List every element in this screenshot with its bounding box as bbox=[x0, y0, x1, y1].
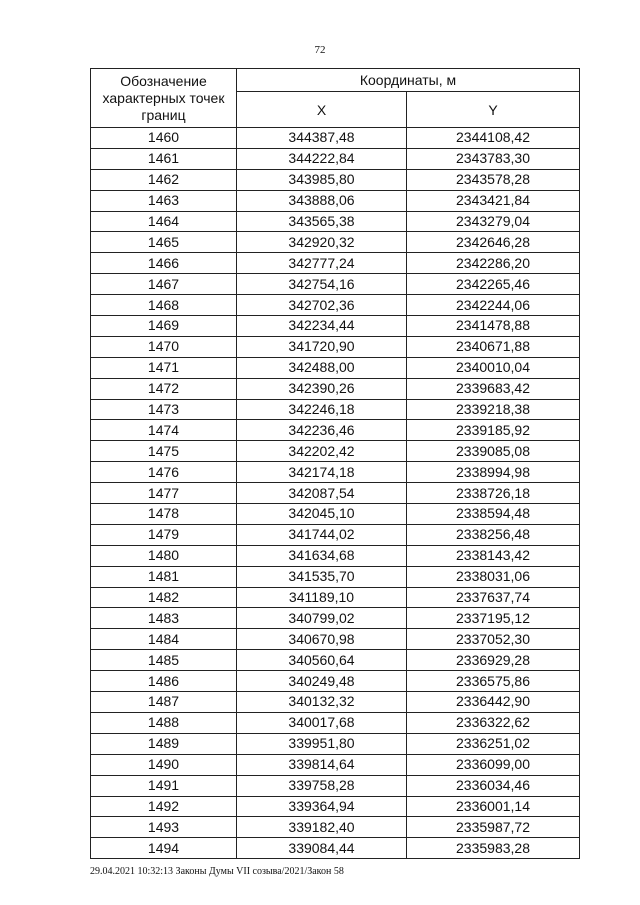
y-coordinate-cell: 2336442,90 bbox=[407, 692, 580, 713]
point-number-cell: 1491 bbox=[91, 775, 237, 796]
point-number-cell: 1478 bbox=[91, 504, 237, 525]
table-row bbox=[91, 671, 580, 692]
table-row bbox=[91, 817, 580, 838]
x-coordinate-cell: 339951,80 bbox=[237, 733, 407, 754]
point-number-cell: 1486 bbox=[91, 671, 237, 692]
x-coordinate-cell: 341744,02 bbox=[237, 524, 407, 545]
header-x: X bbox=[237, 92, 407, 128]
x-coordinate-cell: 339814,64 bbox=[237, 754, 407, 775]
x-coordinate-cell: 341189,10 bbox=[237, 587, 407, 608]
point-number-cell: 1477 bbox=[91, 483, 237, 504]
x-coordinate-cell: 339084,44 bbox=[237, 838, 407, 859]
table-row bbox=[91, 169, 580, 190]
header-y: Y bbox=[407, 92, 580, 128]
y-coordinate-cell: 2342244,06 bbox=[407, 295, 580, 316]
table-row bbox=[91, 316, 580, 337]
table-row bbox=[91, 295, 580, 316]
y-coordinate-cell: 2338031,06 bbox=[407, 566, 580, 587]
table-row bbox=[91, 545, 580, 566]
x-coordinate-cell: 339364,94 bbox=[237, 796, 407, 817]
table-row bbox=[91, 712, 580, 733]
header-coordinates: Координаты, м bbox=[237, 69, 580, 92]
table-row bbox=[91, 378, 580, 399]
point-number-cell: 1485 bbox=[91, 650, 237, 671]
y-coordinate-cell: 2336001,14 bbox=[407, 796, 580, 817]
x-coordinate-cell: 341535,70 bbox=[237, 566, 407, 587]
x-coordinate-cell: 339182,40 bbox=[237, 817, 407, 838]
point-number-cell: 1463 bbox=[91, 190, 237, 211]
y-coordinate-cell: 2336251,02 bbox=[407, 733, 580, 754]
y-coordinate-cell: 2337195,12 bbox=[407, 608, 580, 629]
table-row bbox=[91, 733, 580, 754]
point-number-cell: 1483 bbox=[91, 608, 237, 629]
table-row bbox=[91, 336, 580, 357]
point-number-cell: 1490 bbox=[91, 754, 237, 775]
y-coordinate-cell: 2337052,30 bbox=[407, 629, 580, 650]
x-coordinate-cell: 340670,98 bbox=[237, 629, 407, 650]
table-row bbox=[91, 650, 580, 671]
x-coordinate-cell: 342754,16 bbox=[237, 274, 407, 295]
x-coordinate-cell: 342087,54 bbox=[237, 483, 407, 504]
y-coordinate-cell: 2338994,98 bbox=[407, 462, 580, 483]
y-coordinate-cell: 2339218,38 bbox=[407, 399, 580, 420]
point-number-cell: 1475 bbox=[91, 441, 237, 462]
y-coordinate-cell: 2344108,42 bbox=[407, 128, 580, 149]
y-coordinate-cell: 2340010,04 bbox=[407, 357, 580, 378]
table-row bbox=[91, 608, 580, 629]
y-coordinate-cell: 2336929,28 bbox=[407, 650, 580, 671]
point-number-cell: 1488 bbox=[91, 712, 237, 733]
y-coordinate-cell: 2341478,88 bbox=[407, 316, 580, 337]
table-row bbox=[91, 211, 580, 232]
x-coordinate-cell: 342246,18 bbox=[237, 399, 407, 420]
table-row bbox=[91, 566, 580, 587]
point-number-cell: 1476 bbox=[91, 462, 237, 483]
footer-stamp: 29.04.2021 10:32:13 Законы Думы VII созыва/2021/Закон 58 bbox=[90, 866, 344, 877]
table-body bbox=[91, 128, 580, 859]
table-row bbox=[91, 274, 580, 295]
x-coordinate-cell: 342234,44 bbox=[237, 316, 407, 337]
x-coordinate-cell: 339758,28 bbox=[237, 775, 407, 796]
x-coordinate-cell: 340249,48 bbox=[237, 671, 407, 692]
y-coordinate-cell: 2343279,04 bbox=[407, 211, 580, 232]
x-coordinate-cell: 340560,64 bbox=[237, 650, 407, 671]
x-coordinate-cell: 340799,02 bbox=[237, 608, 407, 629]
point-number-cell: 1489 bbox=[91, 733, 237, 754]
coordinates-table bbox=[90, 68, 580, 859]
point-number-cell: 1464 bbox=[91, 211, 237, 232]
point-number-cell: 1494 bbox=[91, 838, 237, 859]
y-coordinate-cell: 2343783,30 bbox=[407, 148, 580, 169]
table-row bbox=[91, 838, 580, 859]
y-coordinate-cell: 2336034,46 bbox=[407, 775, 580, 796]
table-row bbox=[91, 420, 580, 441]
table-row bbox=[91, 796, 580, 817]
header-point-designation: Обозначение характерных точек границ bbox=[91, 69, 237, 128]
point-number-cell: 1466 bbox=[91, 253, 237, 274]
point-number-cell: 1482 bbox=[91, 587, 237, 608]
table-row bbox=[91, 775, 580, 796]
point-number-cell: 1472 bbox=[91, 378, 237, 399]
point-number-cell: 1487 bbox=[91, 692, 237, 713]
point-number-cell: 1469 bbox=[91, 316, 237, 337]
y-coordinate-cell: 2342646,28 bbox=[407, 232, 580, 253]
point-number-cell: 1462 bbox=[91, 169, 237, 190]
x-coordinate-cell: 343985,80 bbox=[237, 169, 407, 190]
y-coordinate-cell: 2338726,18 bbox=[407, 483, 580, 504]
point-number-cell: 1480 bbox=[91, 545, 237, 566]
table-row bbox=[91, 524, 580, 545]
table-row bbox=[91, 128, 580, 149]
x-coordinate-cell: 342920,32 bbox=[237, 232, 407, 253]
x-coordinate-cell: 343565,38 bbox=[237, 211, 407, 232]
y-coordinate-cell: 2342286,20 bbox=[407, 253, 580, 274]
x-coordinate-cell: 342236,46 bbox=[237, 420, 407, 441]
table-row bbox=[91, 587, 580, 608]
y-coordinate-cell: 2335987,72 bbox=[407, 817, 580, 838]
table-row bbox=[91, 754, 580, 775]
y-coordinate-cell: 2335983,28 bbox=[407, 838, 580, 859]
x-coordinate-cell: 343888,06 bbox=[237, 190, 407, 211]
x-coordinate-cell: 342045,10 bbox=[237, 504, 407, 525]
point-number-cell: 1493 bbox=[91, 817, 237, 838]
y-coordinate-cell: 2343578,28 bbox=[407, 169, 580, 190]
table-row bbox=[91, 148, 580, 169]
table-row bbox=[91, 190, 580, 211]
y-coordinate-cell: 2338256,48 bbox=[407, 524, 580, 545]
x-coordinate-cell: 344222,84 bbox=[237, 148, 407, 169]
x-coordinate-cell: 344387,48 bbox=[237, 128, 407, 149]
y-coordinate-cell: 2343421,84 bbox=[407, 190, 580, 211]
table-row bbox=[91, 692, 580, 713]
point-number-cell: 1484 bbox=[91, 629, 237, 650]
y-coordinate-cell: 2339683,42 bbox=[407, 378, 580, 399]
point-number-cell: 1460 bbox=[91, 128, 237, 149]
x-coordinate-cell: 342202,42 bbox=[237, 441, 407, 462]
y-coordinate-cell: 2339085,08 bbox=[407, 441, 580, 462]
x-coordinate-cell: 342390,26 bbox=[237, 378, 407, 399]
y-coordinate-cell: 2342265,46 bbox=[407, 274, 580, 295]
x-coordinate-cell: 341720,90 bbox=[237, 336, 407, 357]
x-coordinate-cell: 342702,36 bbox=[237, 295, 407, 316]
y-coordinate-cell: 2338143,42 bbox=[407, 545, 580, 566]
point-number-cell: 1468 bbox=[91, 295, 237, 316]
x-coordinate-cell: 342488,00 bbox=[237, 357, 407, 378]
x-coordinate-cell: 340132,32 bbox=[237, 692, 407, 713]
table-row bbox=[91, 253, 580, 274]
y-coordinate-cell: 2338594,48 bbox=[407, 504, 580, 525]
point-number-cell: 1470 bbox=[91, 336, 237, 357]
y-coordinate-cell: 2336575,86 bbox=[407, 671, 580, 692]
point-number-cell: 1492 bbox=[91, 796, 237, 817]
table-header bbox=[91, 69, 580, 128]
point-number-cell: 1461 bbox=[91, 148, 237, 169]
table-row bbox=[91, 441, 580, 462]
table-row bbox=[91, 357, 580, 378]
point-number-cell: 1467 bbox=[91, 274, 237, 295]
table-row bbox=[91, 629, 580, 650]
x-coordinate-cell: 340017,68 bbox=[237, 712, 407, 733]
point-number-cell: 1479 bbox=[91, 524, 237, 545]
y-coordinate-cell: 2336322,62 bbox=[407, 712, 580, 733]
table-row bbox=[91, 504, 580, 525]
x-coordinate-cell: 342174,18 bbox=[237, 462, 407, 483]
y-coordinate-cell: 2339185,92 bbox=[407, 420, 580, 441]
point-number-cell: 1465 bbox=[91, 232, 237, 253]
y-coordinate-cell: 2336099,00 bbox=[407, 754, 580, 775]
x-coordinate-cell: 342777,24 bbox=[237, 253, 407, 274]
point-number-cell: 1474 bbox=[91, 420, 237, 441]
table-row bbox=[91, 483, 580, 504]
table-row bbox=[91, 399, 580, 420]
x-coordinate-cell: 341634,68 bbox=[237, 545, 407, 566]
point-number-cell: 1481 bbox=[91, 566, 237, 587]
table-row bbox=[91, 462, 580, 483]
y-coordinate-cell: 2340671,88 bbox=[407, 336, 580, 357]
y-coordinate-cell: 2337637,74 bbox=[407, 587, 580, 608]
page-number: 72 bbox=[314, 44, 326, 56]
table-row bbox=[91, 232, 580, 253]
point-number-cell: 1473 bbox=[91, 399, 237, 420]
point-number-cell: 1471 bbox=[91, 357, 237, 378]
